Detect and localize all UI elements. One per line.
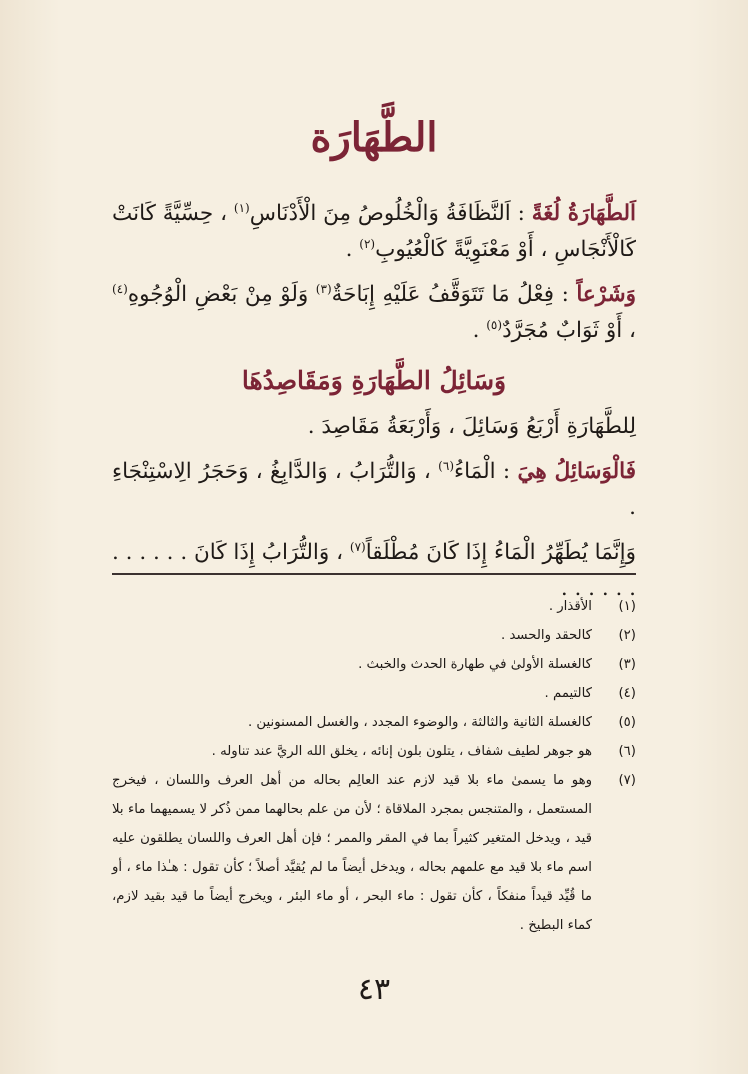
text-segment: . (345, 237, 360, 262)
footnote-ref-3[interactable]: (٣) (315, 281, 332, 296)
main-text (112, 196, 636, 616)
text-segment: ، وَالتُّرَابُ إِذَا كَانَ . . . . . . . . . . . . (112, 540, 636, 601)
footnote-number: (٢) (618, 628, 636, 643)
footnote-number: (٥) (618, 715, 636, 730)
footnote-text: كالغسلة الثانية والثالثة ، والوضوء المجدد ، والغسل المسنونين . (247, 715, 592, 730)
text-segment: : الْمَاءُ (454, 459, 518, 484)
term-means: فَالْوَسَائِلُ هِيَ (517, 459, 636, 484)
text-segment: ، أَوْ ثَوَابٌ مُجَرَّدٌ (502, 318, 636, 343)
footnote-ref-2[interactable]: (٢) (359, 236, 376, 251)
definition-legal (112, 277, 636, 349)
text-segment: ، وَالتُّرَابُ ، وَالدَّابِغُ ، وَحَجَرُ الِاسْتِنْجَاءِ . (112, 459, 636, 520)
chapter-title: الطَّهَارَة (310, 114, 438, 161)
text-segment: وَإِنَّمَا يُطَهِّرُ الْمَاءُ إِذَا كَانَ مُطْلَقاً (365, 540, 637, 565)
footnote-ref-6[interactable]: (٦) (438, 458, 454, 473)
footnote-item (112, 621, 636, 650)
footnote-ref-4[interactable]: (٤) (112, 281, 128, 296)
footnote-item (112, 650, 636, 679)
text-segment: : اَلنَّظَافَةُ وَالْخُلُوصُ مِنَ الْأَدْنَاسِ (249, 201, 532, 226)
text-segment: . (472, 318, 487, 343)
footnote-divider (112, 573, 636, 575)
footnote-text: كالحقد والحسد . (501, 628, 592, 643)
footnote-number: (٧) (618, 773, 636, 788)
text-segment: ، حِسِّيَّةً كَانَتْ كَالْأَنْجَاسِ ، أَوْ مَعْنَوِيَّةً كَالْعُيُوبِ (112, 201, 636, 262)
term-legal: وَشَرْعاً (576, 282, 636, 307)
footnote-ref-7[interactable]: (٧) (349, 539, 366, 554)
definition-linguistic (112, 196, 636, 268)
section-intro (112, 409, 636, 445)
text-segment: وَلَوْ مِنْ بَعْضِ الْوُجُوهِ (127, 282, 316, 307)
footnote-text: وهو ما يسمىٰ ماء بلا قيد لازم عند العالِم بحاله من أهل العرف واللسان ، فيخرج المستعمل ، والمتنجس بمجرد الملاقاة ؛ لأن من علم بحالهما ممن ذُكر لا يسميهما ماء بلا قيد ، ويدخل المتغير كثيراً بما في المقر والممر ؛ فإن أهل العرف واللسان يطلقون عليه اسم ماء بلا قيد مع علمهم بحاله ، ويدخل أيضاً ما لم يُقيَّد أصلاً ؛ كأن تقول : هـٰذا ماء ، أو ما قُيِّد قيداً منفكاً ، كأن تقول : ماء البحر ، أو ماء البئر ، ويخرج أيضاً ما قيد بقيد لازم، كماء البطيخ . (112, 773, 592, 933)
footnote-item (112, 766, 636, 940)
section-heading: وَسَائِلُ الطَّهَارَةِ وَمَقَاصِدُهَا (241, 366, 507, 395)
text-segment: لِلطَّهَارَةِ أَرْبَعُ وَسَائِلَ ، وَأَرْبَعَةُ مَقَاصِدَ . (307, 414, 636, 439)
text-segment: : فِعْلُ مَا تَتَوَقَّفُ عَلَيْهِ إِبَاحَةٌ (331, 282, 577, 307)
page-number: ٤٣ (357, 972, 391, 1007)
footnote-text: الأقذار . (548, 599, 592, 614)
footnote-number: (٣) (618, 657, 636, 672)
footnote-number: (٦) (618, 744, 636, 759)
footnote-number: (٤) (618, 686, 636, 701)
footnote-item (112, 737, 636, 766)
footnote-item (112, 708, 636, 737)
footnote-ref-5[interactable]: (٥) (486, 317, 503, 332)
footnotes-list (112, 592, 636, 940)
footnote-item (112, 592, 636, 621)
footnote-text: كالغسلة الأولىٰ في طهارة الحدث والخبث . (358, 657, 592, 672)
footnote-number: (١) (618, 599, 636, 614)
footnote-text: كالتيمم . (544, 686, 592, 701)
term-linguistic: اَلطَّهَارَةُ لُغَةً (531, 201, 636, 226)
footnote-item (112, 679, 636, 708)
footnote-text: هو جوهر لطيف شفاف ، يتلون بلون إنائه ، يخلق الله الريَّ عند تناوله . (211, 744, 592, 759)
footnote-ref-1[interactable]: (١) (233, 200, 250, 215)
means-list (112, 454, 636, 526)
